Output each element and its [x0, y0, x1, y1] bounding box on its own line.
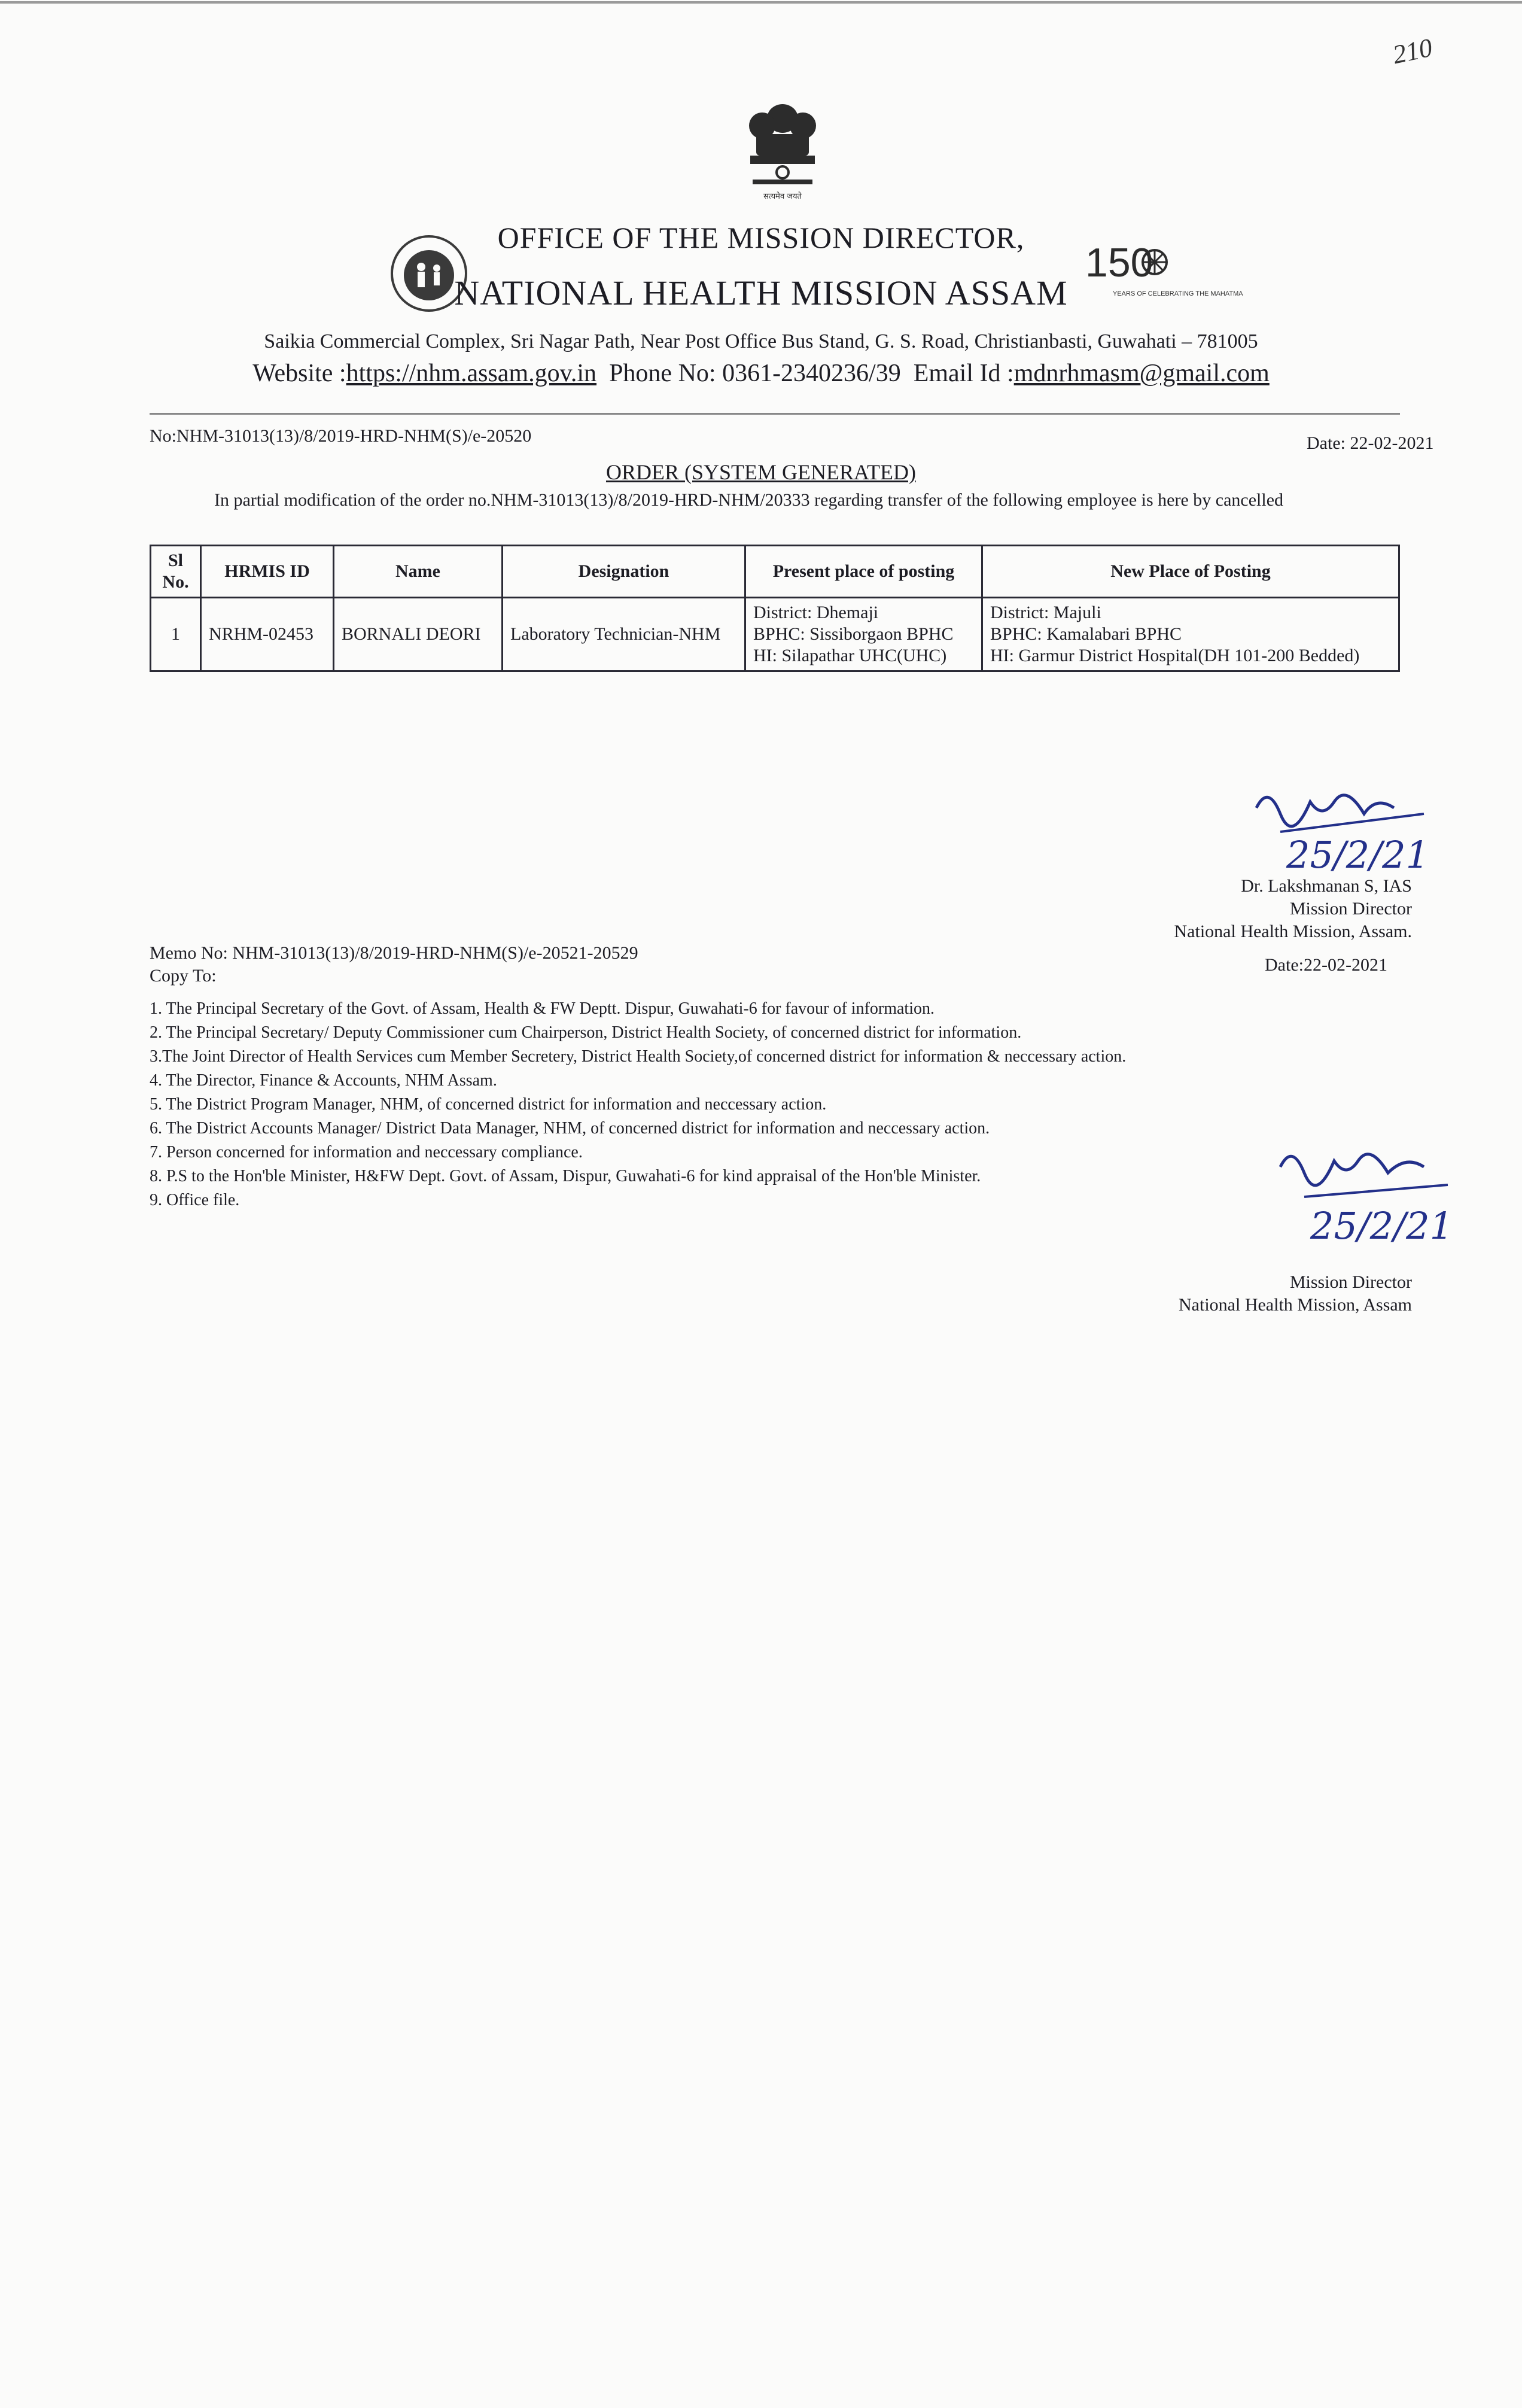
cell-designation: Laboratory Technician-NHM — [503, 598, 745, 671]
logo-150-number: 150 — [1085, 240, 1153, 285]
national-emblem-icon — [735, 95, 830, 202]
list-item: 9. Office file. — [150, 1191, 240, 1209]
signature-2 — [1268, 1131, 1484, 1263]
contact-line — [0, 359, 1522, 388]
header-divider — [150, 413, 1400, 415]
order-number: No:NHM-31013(13)/8/2019-HRD-NHM(S)/e-20520 — [150, 426, 532, 446]
emblem-caption: सत्यमेव जयते — [763, 192, 802, 201]
list-item: 5. The District Program Manager, NHM, of concerned district for information and neccessary action. — [150, 1095, 827, 1114]
signatory-2-title: Mission Director — [1289, 1272, 1412, 1292]
order-date: Date: 22-02-2021 — [1307, 433, 1434, 453]
email-link[interactable]: mdnrhmasm@gmail.com — [1013, 360, 1270, 387]
transfer-table — [150, 545, 1400, 672]
col-header-present: Present place of posting — [745, 546, 982, 598]
website-label: Website : — [252, 360, 346, 387]
col-header-sl: Sl No. — [151, 546, 201, 598]
list-item: 6. The District Accounts Manager/ District Data Manager, NHM, of concerned district for information and neccessary action. — [150, 1119, 990, 1138]
new-district: District: Majuli — [990, 603, 1101, 622]
signatory-block-2 — [1029, 1271, 1412, 1317]
memo-date: Date:22-02-2021 — [1265, 955, 1387, 975]
cell-name: BORNALI DEORI — [334, 598, 503, 671]
cell-sl: 1 — [151, 598, 201, 671]
col-header-designation: Designation — [503, 546, 745, 598]
scan-edge-line — [0, 1, 1522, 4]
signature-2-date: 25/2/21 — [1310, 1204, 1454, 1248]
order-heading: ORDER (SYSTEM GENERATED) — [606, 460, 916, 484]
website-link[interactable]: https://nhm.assam.gov.in — [346, 360, 597, 387]
order-body: In partial modification of the order no.NHM-31013(13)/8/2019-HRD-NHM/20333 regarding transfer of the following employee is here by cancelled — [214, 490, 1284, 510]
signatory-name: Dr. Lakshmanan S, IAS — [1241, 876, 1412, 896]
logo-150-caption: YEARS OF CELEBRATING THE MAHATMA — [1113, 290, 1243, 297]
cell-hrmis-id: NRHM-02453 — [201, 598, 334, 671]
office-address: Saikia Commercial Complex, Sri Nagar Path, Near Post Office Bus Stand, G. S. Road, Christianbasti, Guwahati – 781005 — [264, 330, 1258, 352]
col-header-hrmis: HRMIS ID — [201, 546, 334, 598]
handwritten-page-number: 210 — [1390, 32, 1435, 70]
memo-number: Memo No: NHM-31013(13)/8/2019-HRD-NHM(S)/e-20521-20529 — [150, 943, 638, 963]
list-item: 4. The Director, Finance & Accounts, NHM Assam. — [150, 1071, 497, 1090]
office-title-line2: NATIONAL HEALTH MISSION ASSAM — [454, 273, 1068, 312]
present-district: District: Dhemaji — [753, 603, 879, 622]
list-item: 3.The Joint Director of Health Services cum Member Secretery, District Health Society,of concerned district for information & neccessary action. — [150, 1047, 1127, 1066]
col-header-new: New Place of Posting — [982, 546, 1399, 598]
signatory-block-1 — [1029, 875, 1412, 943]
table-header-row — [151, 546, 1399, 598]
present-hi: HI: Silapathar UHC(UHC) — [753, 646, 947, 665]
col-header-name: Name — [334, 546, 503, 598]
new-hi: HI: Garmur District Hospital(DH 101-200 Bedded) — [990, 646, 1360, 665]
list-item: 1. The Principal Secretary of the Govt. of Assam, Health & FW Deptt. Dispur, Guwahati-6 for favour of information. — [150, 999, 934, 1018]
signatory-org: National Health Mission, Assam. — [1174, 922, 1412, 941]
cell-present-posting — [745, 598, 982, 671]
table-row — [151, 598, 1399, 671]
signatory-2-org: National Health Mission, Assam — [1179, 1295, 1412, 1315]
signatory-title: Mission Director — [1289, 899, 1412, 919]
list-item: 8. P.S to the Hon'ble Minister, H&FW Dept. Govt. of Assam, Dispur, Guwahati-6 for kind appraisal of the Hon'ble Minister. — [150, 1167, 981, 1185]
copy-to-list — [150, 997, 1406, 1212]
list-item: 7. Person concerned for information and neccessary compliance. — [150, 1143, 583, 1162]
email-label: Email Id : — [913, 360, 1014, 387]
cell-new-posting — [982, 598, 1399, 671]
new-bphc: BPHC: Kamalabari BPHC — [990, 624, 1182, 644]
copy-to-label: Copy To: — [150, 966, 217, 986]
signature-1-date: 25/2/21 — [1286, 833, 1430, 877]
office-title-line1: OFFICE OF THE MISSION DIRECTOR, — [497, 221, 1025, 254]
present-bphc: BPHC: Sissiborgaon BPHC — [753, 624, 954, 644]
phone-number: Phone No: 0361-2340236/39 — [609, 360, 901, 387]
list-item: 2. The Principal Secretary/ Deputy Commissioner cum Chairperson, District Health Society, of concerned district for information. — [150, 1023, 1022, 1042]
